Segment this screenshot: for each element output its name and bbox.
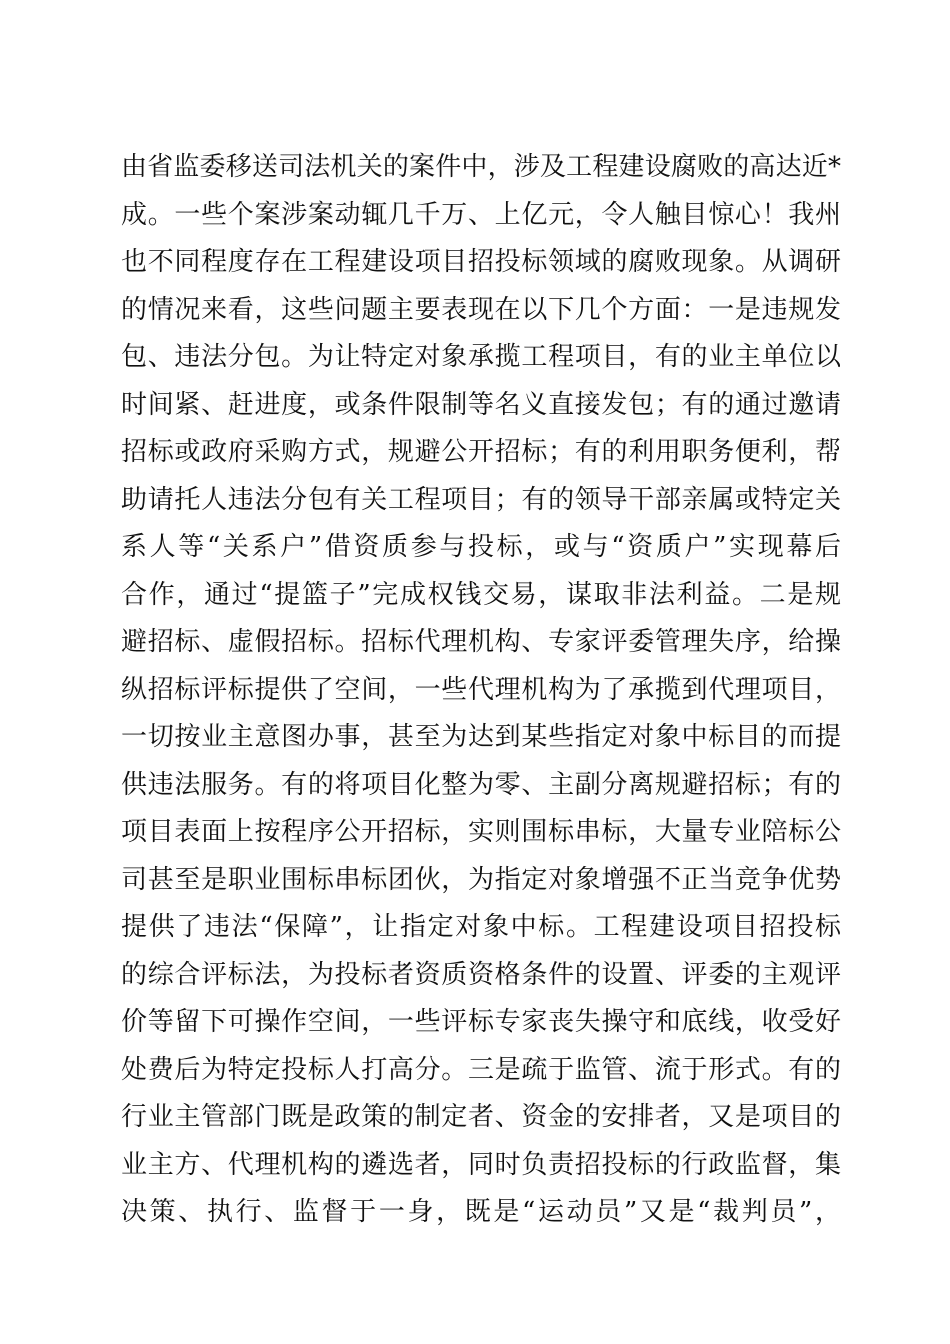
text-line: 成。一些个案涉案动辄几千万、上亿元，令人触目惊心！我州 [121,199,841,230]
text-line: 司甚至是职业围标串标团伙，为指定对象增强不正当竞争优势 [121,864,841,895]
text-line: 招标或政府采购方式，规避公开招标；有的利用职务便利，帮 [121,437,841,467]
text-line: 也不同程度存在工程建设项目招投标领域的腐败现象。从调研 [121,247,841,277]
text-line: 价等留下可操作空间，一些评标专家丧失操守和底线，收受好 [121,1007,841,1037]
text-line: 项目表面上按程序公开招标，实则围标串标，大量专业陪标公 [121,817,841,847]
body-text [121,144,841,1237]
text-line: 时间紧、赶进度，或条件限制等名义直接发包；有的通过邀请 [121,389,841,420]
text-line: 决策、执行、监督于一身，既是“运动员”又是“裁判员”， [121,1197,841,1227]
text-line: 助请托人违法分包有关工程项目；有的领导干部亲属或特定关 [121,484,841,515]
text-line: 系人等“关系户”借资质参与投标，或与“资质户”实现幕后 [121,532,841,562]
text-line: 纵招标评标提供了空间，一些代理机构为了承揽到代理项目， [121,674,841,705]
text-line: 行业主管部门既是政策的制定者、资金的安排者，又是项目的 [121,1102,841,1132]
text-line: 避招标、虚假招标。招标代理机构、专家评委管理失序，给操 [121,627,841,657]
text-line: 一切按业主意图办事，甚至为达到某些指定对象中标目的而提 [121,722,841,752]
text-line: 提供了违法“保障”，让指定对象中标。工程建设项目招投标 [121,912,841,942]
text-line: 由省监委移送司法机关的案件中，涉及工程建设腐败的高达近* [121,152,841,182]
text-line: 包、违法分包。为让特定对象承揽工程项目，有的业主单位以 [121,342,841,372]
text-line: 供违法服务。有的将项目化整为零、主副分离规避招标；有的 [121,769,841,800]
text-line: 合作，通过“提篮子”完成权钱交易，谋取非法利益。二是规 [121,579,841,610]
text-line: 的综合评标法，为投标者资质资格条件的设置、评委的主观评 [121,959,841,990]
text-line: 的情况来看，这些问题主要表现在以下几个方面：一是违规发 [121,294,841,325]
text-line: 处费后为特定投标人打高分。三是疏于监管、流于形式。有的 [121,1054,841,1085]
text-line: 业主方、代理机构的遴选者，同时负责招投标的行政监督，集 [121,1149,841,1180]
